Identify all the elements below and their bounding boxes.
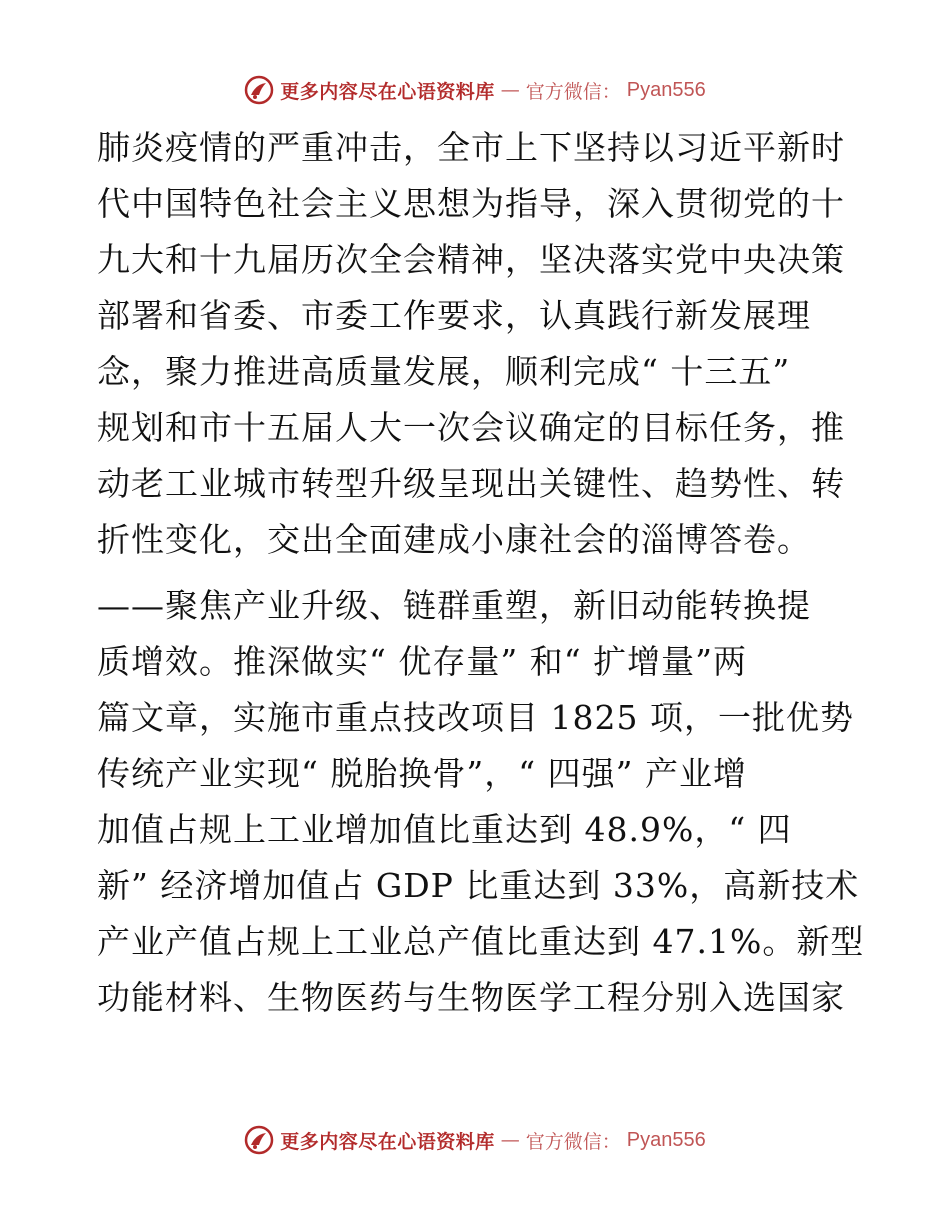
watermark-label: 官方微信： <box>525 80 621 103</box>
text-line: 篇文章，实施市重点技改项目 1825 项，一批优势 <box>97 698 854 737</box>
header-watermark <box>0 70 950 110</box>
text-line: 规划和市十五届人大一次会议确定的目标任务，推 <box>97 408 845 447</box>
text-line: 功能材料、生物医药与生物医学工程分别入选国家 <box>97 978 845 1017</box>
text-line: 加值占规上工业增加值比重达到 48.9%，“ 四 <box>97 810 792 849</box>
paragraph-gap <box>97 568 857 578</box>
brand-logo-icon <box>244 1125 274 1155</box>
paragraph <box>97 578 865 1026</box>
text-line: ——聚焦产业升级、链群重塑，新旧动能转换提 <box>97 586 811 625</box>
text-line: 产业产值占规上工业总产值比重达到 47.1%。新型 <box>97 922 865 961</box>
brand-logo-icon <box>244 75 274 105</box>
text-line: 质增效。推深做实“ 优存量” 和“ 扩增量”两 <box>97 642 747 681</box>
watermark-wechat-id: Pyan556 <box>626 78 706 101</box>
text-line: 折性变化，交出全面建成小康社会的淄博答卷。 <box>97 520 811 559</box>
watermark-separator: — <box>500 1129 520 1151</box>
paragraph <box>97 120 857 568</box>
text-line: 动老工业城市转型升级呈现出关键性、趋势性、转 <box>97 464 845 503</box>
document-body <box>97 120 865 1026</box>
watermark-text: 更多内容尽在心语资料库 <box>280 80 495 103</box>
text-line: 传统产业实现“ 脱胎换骨”，“ 四强” 产业增 <box>97 754 747 793</box>
text-line: 代中国特色社会主义思想为指导，深入贯彻党的十 <box>97 184 845 223</box>
text-line: 部署和省委、市委工作要求，认真践行新发展理 <box>97 296 811 335</box>
watermark-label: 官方微信： <box>525 1130 621 1153</box>
text-line: 肺炎疫情的严重冲击，全市上下坚持以习近平新时 <box>97 128 845 167</box>
text-line: 新” 经济增加值占 GDP 比重达到 33%，高新技术 <box>97 866 860 905</box>
footer-watermark <box>0 1120 950 1160</box>
watermark-separator: — <box>500 79 520 101</box>
text-line: 九大和十九届历次全会精神，坚决落实党中央决策 <box>97 240 845 279</box>
watermark-wechat-id: Pyan556 <box>626 1128 706 1151</box>
text-line: 念，聚力推进高质量发展，顺利完成“ 十三五” <box>97 352 791 391</box>
watermark-text: 更多内容尽在心语资料库 <box>280 1130 495 1153</box>
